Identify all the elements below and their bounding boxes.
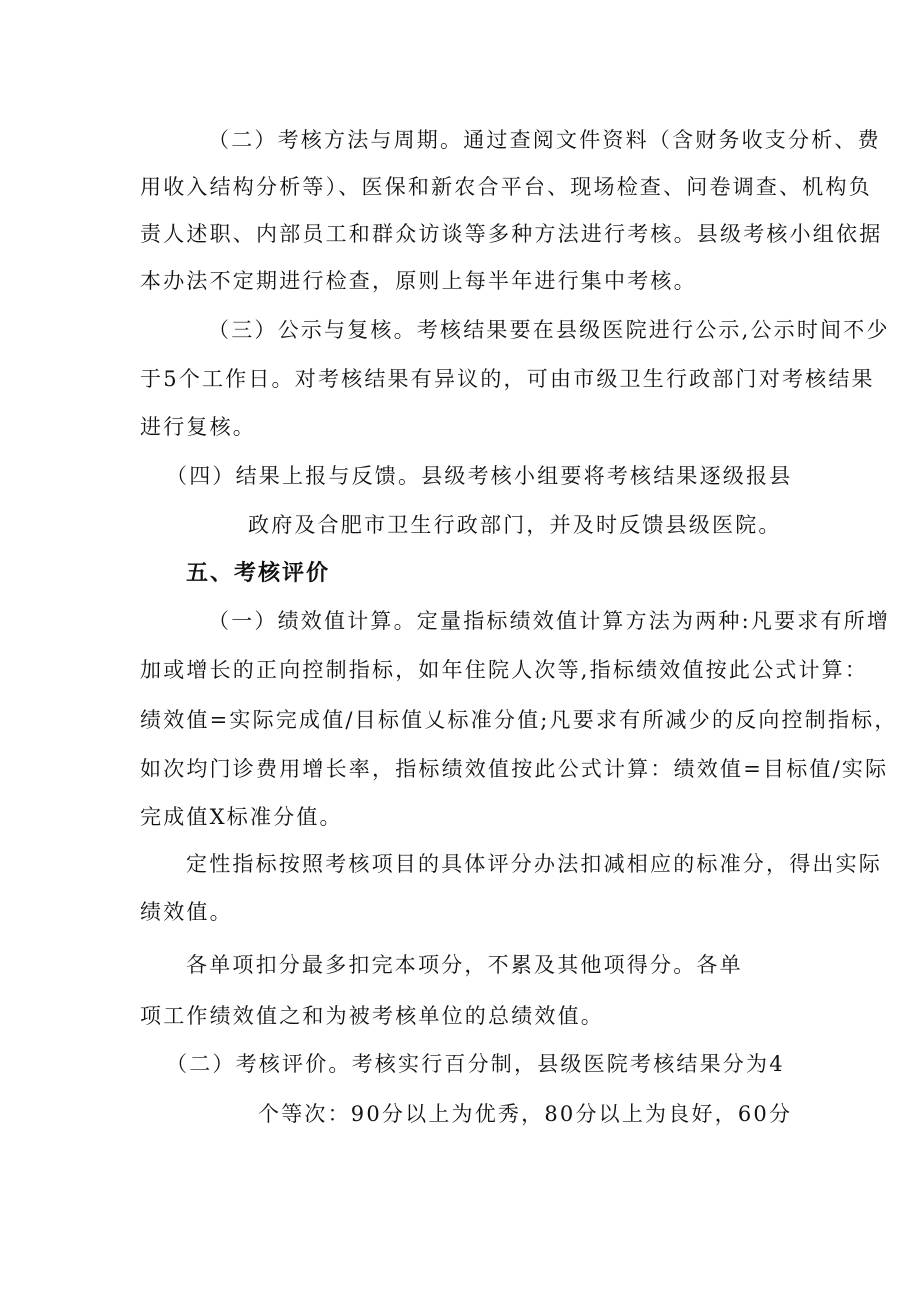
text-line: 各单项扣分最多扣完本项分，不累及其他项得分。各单 — [186, 953, 743, 977]
text-line: 完成值X标准分值。 — [140, 805, 343, 829]
text-line: 用收入结构分析等）、医保和新农合平台、现场检查、问卷调查、机构负 — [140, 175, 872, 199]
section-heading: 五、考核评价 — [186, 561, 331, 586]
text-line: 于5个工作日。对考核结果有异议的，可由市级卫生行政部门对考核结果 — [140, 367, 875, 391]
text-line: 责人述职、内部员工和群众访谈等多种方法进行考核。县级考核小组依据 — [140, 222, 883, 246]
text-line: 政府及合肥市卫生行政部门，并及时反馈县级医院。 — [248, 513, 782, 537]
text-line: 进行复核。 — [140, 415, 256, 439]
text-line: 本办法不定期进行检查，原则上每半年进行集中考核。 — [140, 269, 697, 293]
text-line: 项工作绩效值之和为被考核单位的总绩效值。 — [140, 1004, 604, 1028]
text-line: 如次均门诊费用增长率，指标绩效值按此公式计算：绩效值=目标值/实际 — [140, 757, 889, 781]
text-line: （三）公示与复核。考核结果要在县级医院进行公示,公示时间不少 — [208, 318, 890, 342]
text-line: （二）考核方法与周期。通过查阅文件资料（含财务收支分析、费 — [208, 128, 881, 152]
text-line: 加或增长的正向控制指标，如年住院人次等,指标绩效值按此公式计算： — [140, 658, 869, 682]
text-line: （二）考核评价。考核实行百分制，县级医院考核结果分为4 — [166, 1052, 785, 1076]
text-line: 个等次：90分以上为优秀，80分以上为良好，60分 — [258, 1102, 793, 1126]
text-line: 绩效值=实际完成值/目标值乂标准分值;凡要求有所减少的反向控制指标， — [140, 708, 898, 732]
text-line: （一）绩效值计算。定量指标绩效值计算方法为两种:凡要求有所增 — [208, 609, 891, 633]
text-line: （四）结果上报与反馈。县级考核小组要将考核结果逐级报县 — [166, 464, 793, 488]
text-line: 定性指标按照考核项目的具体评分办法扣减相应的标准分，得出实际 — [186, 852, 882, 876]
text-line: 绩效值。 — [140, 900, 233, 924]
